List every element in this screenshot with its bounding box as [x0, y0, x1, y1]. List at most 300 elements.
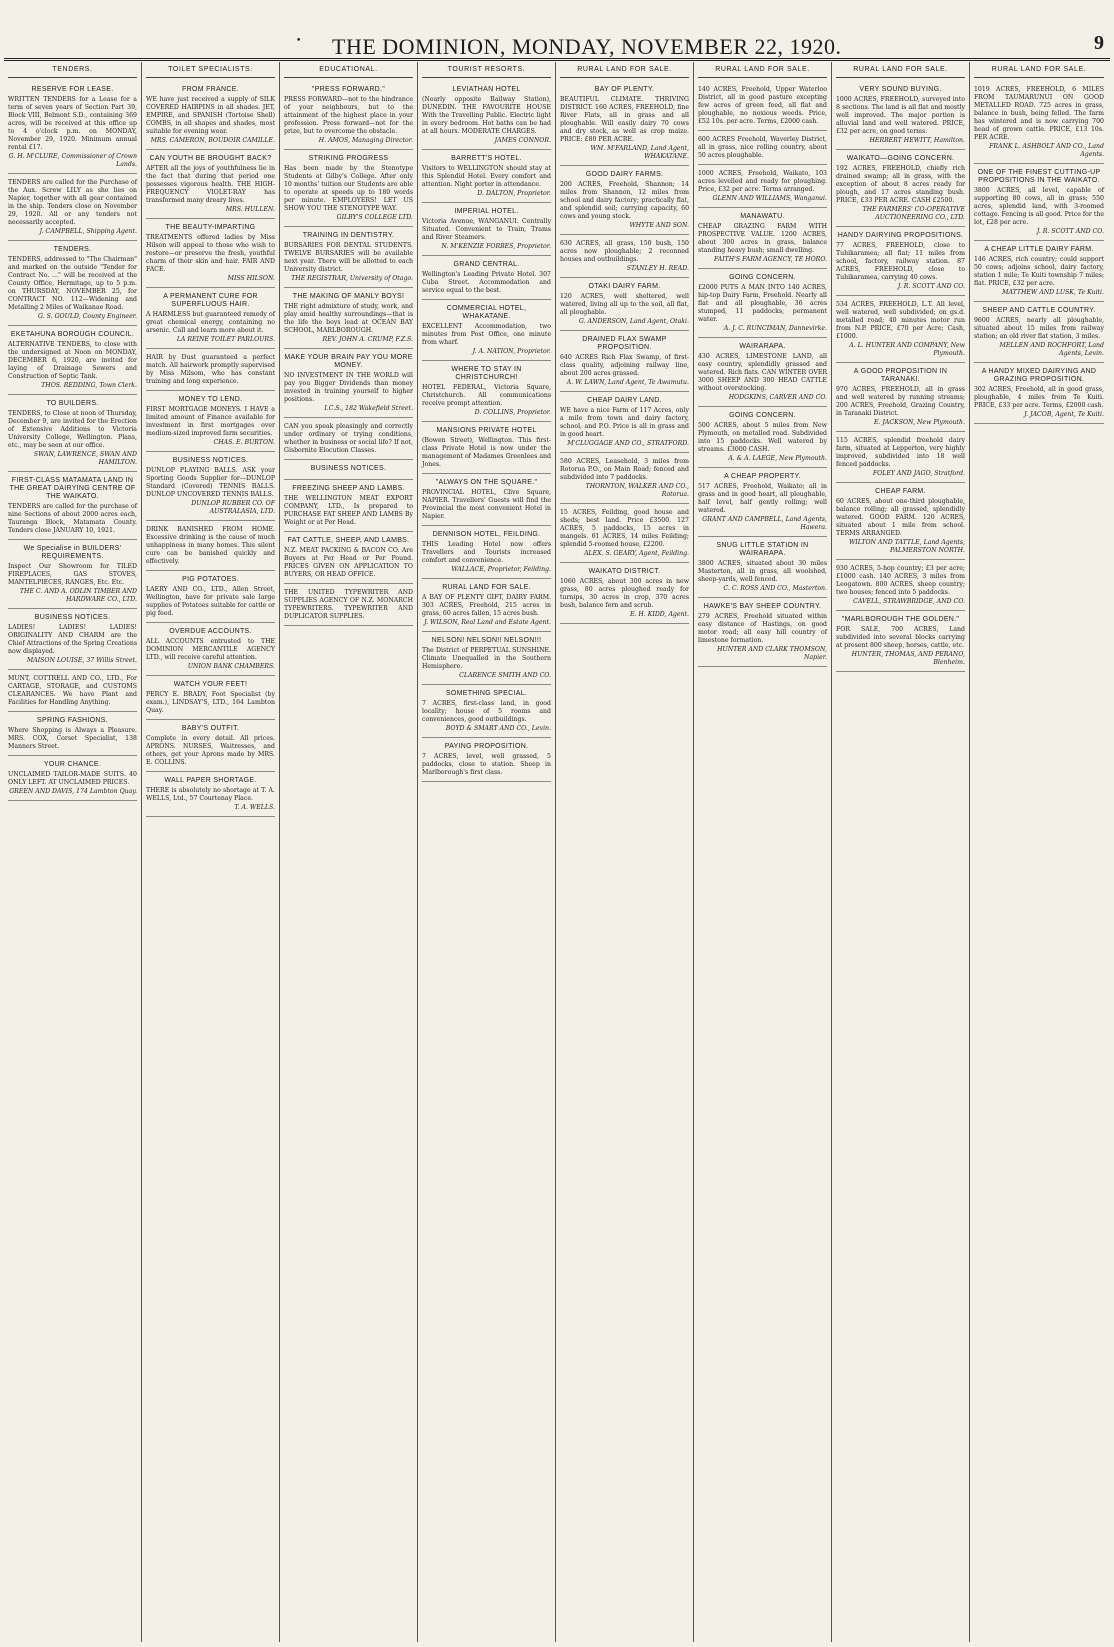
ad-signature: CAVELL, STRAWBRIDGE, AND CO. — [853, 598, 965, 605]
ad-signature: WILTON AND TATTLE, Land Agents, PALMERSTON NORTH. — [848, 539, 965, 554]
advertisement — [422, 258, 551, 300]
ad-body: 500 ACRES, about 5 miles from New Plymouth, on metalled road. Subdivided into 15 paddocks. Well watered by streams. £3000 CASH. — [698, 422, 827, 453]
ad-title: DRAINED FLAX SWAMP PROPOSITION. — [582, 336, 667, 351]
masthead — [0, 0, 1114, 62]
ad-signature: M'CLUGGAGE AND CO., STRATFORD. — [567, 440, 689, 447]
ad-signature: H. AMOS, Managing Director. — [318, 137, 413, 144]
ad-title: OTAKI DAIRY FARM. — [588, 283, 661, 290]
column-5 — [556, 62, 694, 1642]
ad-body: 534 ACRES, FREEHOLD, L.T. All level, well watered, well subdivided; on gs.d. metalled road; 40 minutes motor run from N.P. PRICE, £70 per Acre; Cash, £1000. — [836, 301, 965, 340]
page-title: THE DOMINION, MONDAY, NOVEMBER 22, 1920. — [332, 34, 842, 59]
advertisement — [146, 221, 275, 288]
ad-signature: J. CAMPBELL, Shipping Agent. — [39, 228, 137, 235]
ad-signature: CHAS. E. BURTON. — [213, 439, 275, 446]
column-3 — [280, 62, 418, 1642]
ad-title: COMMERCIAL HOTEL, WHAKATANE. — [446, 305, 527, 320]
ad-body: The District of PERPETUAL SUNSHINE. Climate Unequalled in the Southern Hemisphere. — [422, 647, 551, 670]
advertisement — [422, 634, 551, 685]
advertisement — [698, 271, 827, 338]
ad-signature: SWAN, LAWRENCE, SWAN AND HAMILTON. — [33, 451, 137, 466]
advertisement — [836, 83, 965, 150]
ad-signature: REV. JOHN A. CRUMP, F.Z.S. — [322, 336, 413, 343]
ad-title: WATCH YOUR FEET! — [173, 681, 248, 688]
ad-body: TENDERS are called for the Purchase of the Aux. Screw LILY as she lies on Napier, together with all gear contained in the ship. Tenders close on November 29, 1920. All or any tenders not necessarily accepted. — [8, 179, 137, 226]
ad-signature: FAITH'S FARM AGENCY, TE HORO. — [714, 256, 827, 263]
ad-title: TENDERS. — [53, 246, 92, 253]
ad-signature: J. R. SCOTT AND CO. — [897, 283, 965, 290]
ad-title: RURAL LAND FOR SALE. — [442, 584, 531, 591]
ad-signature: GREEN AND DAVIS, 174 Lambton Quay. — [9, 788, 137, 795]
advertisement — [284, 534, 413, 584]
ad-signature: FRANK L. ASHBOLT AND CO., Land Agents. — [989, 143, 1104, 158]
advertisement — [836, 365, 965, 432]
ad-body: THE WELLINGTON MEAT EXPORT COMPANY, LTD., Is prepared to PURCHASE FAT SHEEP AND LAMBS By Weight or at Per Head. — [284, 495, 413, 526]
ad-body: 1000 ACRES, Freehold, Waikato, 103 acres levelled and ready for ploughing. Price, £32 per acre. Terms arranged. — [698, 170, 827, 193]
ad-title: TRAINING IN DENTISTRY. — [302, 232, 395, 239]
ad-signature: G. H. M'CLURE, Commissioner of Crown Lands. — [8, 153, 137, 168]
ad-title: BABY'S OUTFIT. — [181, 725, 240, 732]
ad-title: MAKE YOUR BRAIN PAY YOU MORE MONEY. — [284, 354, 413, 369]
ad-title: STRIKING PROGRESS — [308, 155, 389, 162]
ad-body: Has been made by the Stenotype Students at Gilby's College. After only 10 months' tuition our Students are able to operate at speeds up to 180 words per minute. EMPLOYERS! LET US SHOW YOU THE STENOTYPE WAY. — [284, 165, 413, 212]
ad-signature: LA REINE TOILET PARLOURS. — [176, 336, 275, 343]
advertisement — [8, 672, 137, 712]
advertisement — [284, 229, 413, 288]
ad-body: A HARMLESS but guaranteed remedy of great chemical energy, containing no arsenic. Call and learn more about it. — [146, 311, 275, 334]
ad-body: 77 ACRES, FREEHOLD, close to Tuhikaramea; all flat; 11 miles from school, factory, railway station. 87 ACRES, FREEHOLD, close to Tuhikaramea, carrying 40 cows. — [836, 242, 965, 281]
ad-body: UNCLAIMED TAILOR-MADE SUITS. 40 ONLY LEFT. AT UNCLAIMED PRICES. — [8, 771, 137, 786]
ad-body: N.Z. MEAT PACKING & BACON CO. Are Buyers at Per Head or Per Pound. PRICES GIVEN ON APPLICATION TO BUYERS, OR HEAD OFFICE. — [284, 547, 413, 578]
ad-title: WAIRARAPA. — [739, 343, 786, 350]
ad-body: BURSARIES FOR DENTAL STUDENTS. TWELVE BURSARIES will be available next year. There will be allotted to each University district. — [284, 242, 413, 273]
ad-title: HAWKE'S BAY SHEEP COUNTRY. — [703, 603, 822, 610]
advertisement — [146, 573, 275, 623]
ad-body: Where Shopping is Always a Pleasure. MRS. COX, Corset Specialist, 138 Manners Street. — [8, 727, 137, 750]
ad-signature: MRS. HULLEN. — [225, 206, 275, 213]
column-heading: RURAL LAND FOR SALE. — [974, 66, 1104, 78]
advertisement — [422, 476, 551, 526]
ad-signature: J. A. NATION, Proprietor. — [472, 348, 551, 355]
advertisement — [698, 340, 827, 407]
ad-signature: GILBY'S COLLEGE LTD. — [336, 214, 413, 221]
ad-title: BUSINESS NOTICES. — [34, 614, 111, 621]
ad-body: HOTEL FEDERAL, Victoria Square, Christchurch. All communications receive prompt attention. — [422, 384, 551, 407]
advertisement — [146, 83, 275, 150]
masthead-rule — [4, 60, 1110, 61]
ad-title: WALL PAPER SHORTAGE. — [164, 777, 257, 784]
ad-signature: J. JACOB, Agent, Te Kuiti. — [1024, 411, 1104, 418]
column-4 — [418, 62, 556, 1642]
ad-title: FREEZING SHEEP AND LAMBS. — [292, 485, 405, 492]
advertisement — [8, 611, 137, 670]
ad-title: PIG POTATOES. — [182, 576, 239, 583]
advertisement — [698, 470, 827, 537]
ad-title: THE BEAUTY-IMPARTING — [165, 224, 256, 231]
ad-body: Victoria Avenue, WANGANUI. Centrally Situated. Convenient to Train, Trams and River Steamers. — [422, 218, 551, 241]
advertisement — [146, 722, 275, 772]
column-heading: TENDERS. — [8, 66, 137, 78]
ad-signature: MAISON LOUISE, 37 Willis Street. — [26, 657, 137, 664]
ad-signature: WM. M'FARLAND, Land Agent, WHAKATANE. — [590, 145, 689, 160]
ad-signature: A. W. LAWN, Land Agent, Te Awamutu. — [566, 379, 689, 386]
advertisement — [560, 565, 689, 624]
advertisement — [974, 304, 1104, 363]
advertisement — [836, 152, 965, 227]
ad-title: CHEAP DAIRY LAND. — [587, 397, 662, 404]
ad-body: LADIES! LADIES! LADIES! ORIGINALITY AND CHARM are the Chief Attractions of the Spring Creations now displayed. — [8, 624, 137, 655]
advertisement — [560, 333, 689, 392]
ad-signature: T. A. WELLS. — [234, 804, 275, 811]
ad-body: 200 ACRES, Freehold, Shannon; 14 miles from Shannon, 12 miles from school and dairy factory; practically flat, and splendid soil; carrying capacity, 60 cows and young stock. — [560, 181, 689, 220]
ad-body: BEAUTIFUL CLIMATE. THRIVING DISTRICT. 160 ACRES, FREEHOLD, fine River Flats, all in grass and all ploughable. Will easily dairy 70 cows and dry stock, as well as crop maize. PRICE: £80 PER ACRE. — [560, 96, 689, 143]
ad-signature: MISS HILSON. — [227, 275, 275, 282]
ornament-dot: • — [296, 36, 302, 46]
ad-body: A BAY OF PLENTY GIFT, DAIRY FARM. 303 ACRES, Freehold, 215 acres in grass, 60 acres fallen, 15 acres bush. — [422, 594, 551, 617]
ad-body: ALL ACCOUNTS entrusted to THE DOMINION MERCANTILE AGENCY LTD., will receive careful attention. — [146, 638, 275, 661]
column-6 — [694, 62, 832, 1642]
ad-signature: WALLACE, Proprietor, Feilding. — [451, 566, 551, 573]
ad-body: EXCELLENT Accommodation, two minutes from Post Office, one minute from wharf. — [422, 323, 551, 346]
ad-title: WAIKATO DISTRICT. — [588, 568, 661, 575]
advertisement — [422, 687, 551, 738]
advertisement — [698, 83, 827, 131]
ad-title: HANDY DAIRYING PROPOSITIONS. — [837, 232, 964, 239]
advertisement — [422, 205, 551, 256]
advertisement — [8, 83, 137, 174]
ad-signature: DUNLOP RUBBER CO. OF AUSTRALASIA, LTD. — [191, 500, 275, 515]
ad-title: MONEY TO LEND. — [178, 396, 243, 403]
advertisement — [974, 365, 1104, 424]
ad-body: 140 ACRES, Freehold, Upper Waterloo District, all in good pasture excepting few acres of green feed, all flat and ploughable, no noxious weeds. Price, £52 10s. per acre. Terms, £2000 cash. — [698, 86, 827, 125]
column-7 — [832, 62, 970, 1642]
advertisement — [698, 210, 827, 269]
masthead-rule — [4, 58, 1110, 59]
advertisement — [560, 455, 689, 504]
ad-body: AFTER all the joys of youthfulness lie in the fact that during that period one possesses vigorous health. THE HIGH-FREQUENCY VIOLET-RAY has transformed many dreary lives. — [146, 165, 275, 204]
advertisement — [422, 424, 551, 474]
ad-signature: E. H. KIDD, Agent. — [629, 611, 689, 618]
ad-body: PRESS FORWARD—not to the hindrance of your neighbours, but to the attainment of the highest place in your profession. Press forward—not for the prize, but to overcome the obstacle. — [284, 96, 413, 135]
ad-body: HAIR by Dust guaranteed a perfect match. All hairwork promptly supervised by Miss Milsom, who has constant training and long experience. — [146, 354, 275, 385]
advertisement — [284, 482, 413, 532]
ad-body: 302 ACRES, Freehold, all in good grass, ploughable, 4 miles from Te Kuiti. PRICE, £33 per acre. Terms, £2000 cash. — [974, 386, 1104, 409]
ad-title: GOOD DAIRY FARMS. — [585, 171, 664, 178]
ad-body: DRINK BANISHED FROM HOME. Excessive drinking is the cause of much unhappiness in many homes. This silent cure can be banished quickly and effectively. — [146, 526, 275, 565]
ad-body: 7 ACRES, level, well grassed, 5 paddocks, close to station. Sheep in Marlborough's first class. — [422, 753, 551, 776]
ad-title: TO BUILDERS. — [46, 400, 99, 407]
ad-title: CHEAP FARM. — [875, 488, 926, 495]
ad-body: WE have just received a supply of SILK COVERED HAIRPINS in all shades. JET, EMPIRE, and SPANISH (Tortoise Shell) COMBS, in all shapes and shades, most suitable for evening wear. — [146, 96, 275, 135]
advertisement — [836, 562, 965, 611]
advertisement — [422, 581, 551, 632]
ad-signature: I.C.S., 182 Wakefield Street. — [324, 405, 413, 412]
ad-title: PAYING PROPOSITION. — [444, 743, 529, 750]
ad-title: MANSIONS PRIVATE HOTEL — [436, 427, 537, 434]
advertisement — [8, 328, 137, 395]
ad-body: 15 ACRES, Feilding, good house and sheds; best land. Price £3500. 127 ACRES, 5 paddocks, 15 acres in mangels. 61 ACRES, 14 miles Feilding; splendid 5-roomed house, £2200. — [560, 509, 689, 548]
ad-title: BARRETT'S HOTEL. — [451, 155, 522, 162]
advertisement — [422, 528, 551, 579]
advertisement — [698, 167, 827, 208]
ad-signature: THOS. REDDING, Town Clerk. — [41, 382, 137, 389]
ad-body: 1060 ACRES, about 300 acres in new grass, 80 acres ploughed ready for turnips, 30 acres in crop, 370 acres bush, balance fern and scrub. — [560, 578, 689, 609]
ad-body: CAN you speak pleasingly and correctly under ordinary or trying conditions, whether in business or social life? If not, Gisbornite Elocution Classes. — [284, 423, 413, 454]
page-number: 9 — [1094, 32, 1104, 54]
advertisement — [836, 434, 965, 483]
advertisement — [146, 351, 275, 391]
ad-title: A PERMANENT CURE FOR SUPERFLUOUS HAIR. — [163, 293, 258, 308]
ad-body: 115 ACRES, splendid freehold dairy farm, situated at Lepperton, very highly improved, subdivided into 18 well fenced paddocks. — [836, 437, 965, 468]
ad-title: CAN YOUTH BE BROUGHT BACK? — [149, 155, 272, 162]
ad-title: OVERDUE ACCOUNTS. — [169, 628, 252, 635]
advertisement — [836, 298, 965, 363]
advertisement — [8, 176, 137, 241]
advertisement — [836, 485, 965, 560]
advertisement — [422, 83, 551, 150]
column-1 — [4, 62, 142, 1642]
ad-signature: HUNTER AND CLARK THOMSON, Napier. — [717, 646, 827, 661]
ad-title: NELSON! NELSON!! NELSON!!! — [431, 637, 542, 644]
advertisement — [560, 237, 689, 278]
ad-signature: A. J. C. RUNCIMAN, Dannevirke. — [723, 325, 827, 332]
ad-body: TENDERS, addressed to "The Chairman" and marked on the outside "Tender for Contract No. ..." will be received at the County Office, Hermitage, up to 5 p.m. on THURSDAY, NOVEMBER 25, for CONTRACT NO. 112—Widening and Metalling 2 Miles of Waikanae Road. — [8, 256, 137, 311]
ad-title: BUSINESS NOTICES. — [310, 465, 387, 472]
column-2 — [142, 62, 280, 1642]
ad-signature: JAMES CONNOR. — [494, 137, 551, 144]
ad-body: 120 ACRES, well sheltered, well watered, living all up to the soil, all flat, all ploughable. — [560, 293, 689, 316]
ad-title: THE MAKING OF MANLY BOYS! — [292, 293, 405, 300]
ad-signature: THE C. AND A. ODLIN TIMBER AND HARDWARE CO., LTD. — [19, 588, 137, 603]
ad-body: TENDERS are called for the purchase of nine Sections of about 2000 acres each, Tauranga Block, Matamata County. Tenders close JANUARY 10, 1921. — [8, 503, 137, 534]
ad-title: We Specialise in BUILDERS' REQUIREMENTS. — [23, 545, 122, 560]
ad-body: TENDERS, to Close at noon of Thursday, December 9, are invited for the Erection of Extensive Additions to Victoria University College, Wellington. Plans, etc., may be seen at our office. — [8, 410, 137, 449]
ad-signature: HODGKINS, CARVER AND CO. — [728, 394, 827, 401]
advertisement — [974, 243, 1104, 302]
ad-body: MUNT, COTTRELL AND CO., LTD., For CARTAGE, STORAGE, and CUSTOMS CLEARANCES. We have Plant and Facilities for Handling Anything. — [8, 675, 137, 706]
ad-title: A HANDY MIXED DAIRYING AND GRAZING PROPOSITION. — [981, 368, 1097, 383]
advertisement — [146, 152, 275, 219]
ad-signature: G. ANDERSON, Land Agent, Otaki. — [578, 318, 689, 325]
advertisement — [284, 152, 413, 227]
ad-body: PERCY E. BRADY, Foot Specialist (by exam.), LINDSAY'S, LTD., 164 Lambton Quay. — [146, 691, 275, 714]
ad-body: 192 ACRES, FREEHOLD, chiefly rich drained swamp; all in grass, with the exception of about 8 acres ready for plough, and 17 acres standing bush. PRICE, £33 PER ACRE. CASH £2500. — [836, 165, 965, 204]
ad-body: 146 ACRES, rich country; could support 50 cows; adjoins school, dairy factory, station 1 mile; Te Kuiti township 7 miles; flat. PRICE, £32 per acre. — [974, 256, 1104, 287]
ad-signature: J. R. SCOTT AND CO. — [1036, 228, 1104, 235]
ad-body: FIRST MORTGAGE MONEYS. I HAVE a limited amount of Finance available for investment in first mortgages over medium-sized improved farm securities. — [146, 406, 275, 437]
ad-body: 430 ACRES, LIMESTONE LAND, all easy country, splendidly grassed and watered. Rich flats. CAN WINTER OVER 3000 SHEEP AND 300 HEAD CATTLE without overstocking. — [698, 353, 827, 392]
ad-body: NO INVESTMENT IN THE WORLD will pay you Bigger Dividends than money invested in training yourself to higher positions. — [284, 372, 413, 403]
ad-title: A CHEAP LITTLE DAIRY FARM. — [984, 246, 1094, 253]
advertisement — [146, 393, 275, 452]
ad-body: 580 ACRES, Leasehold, 3 miles from Rotorua P.O., on Main Road; fenced and subdivided into 7 paddocks. — [560, 458, 689, 481]
advertisement — [560, 83, 689, 166]
ad-signature: HUNTER, THOMAS, AND PERANO, Blenheim. — [851, 651, 965, 666]
ad-title: RESERVE FOR LEASE. — [31, 86, 114, 93]
ad-body: WRITTEN TENDERS for a Lease for a term of seven years of Section Part 39, Block VIII, Belmont S.D., containing 369 acres, will be received at this office up to 4 o'clock p.m. on MONDAY, November 29, 1920. Minimum annual rental £17. — [8, 96, 137, 151]
ad-signature: THE FARMERS' CO-OPERATIVE AUCTIONEERING CO., LTD. — [862, 206, 965, 221]
column-heading: EDUCATIONAL. — [284, 66, 413, 78]
ad-title: DENNISON HOTEL, FEILDING. — [432, 531, 541, 538]
advertisement — [146, 290, 275, 349]
ad-signature: A. L. HUNTER AND COMPANY, New Plymouth. — [849, 342, 965, 357]
advertisement — [8, 758, 137, 801]
column-heading: TOURIST RESORTS. — [422, 66, 551, 78]
ad-title: "PRESS FORWARD." — [311, 86, 386, 93]
advertisement — [146, 523, 275, 571]
ad-body: (Nearly opposite Railway Station), DUNEDIN. THE FAVOURITE HOUSE With the Travelling Public. Electric light in every bedroom. Hot baths can be had at all hours. MODERATE CHARGES. — [422, 96, 551, 135]
advertisement — [560, 168, 689, 235]
ad-title: BAY OF PLENTY. — [594, 86, 655, 93]
ad-body: 3800 ACRES, all level, capable of supporting 80 cows, all in grass; 550 acres, splendid land, with 3-roomed cottage. Fencing is all good. Price for the lot, £28 per acre. — [974, 187, 1104, 226]
ad-body: THE UNITED TYPEWRITER AND SUPPLIES AGENCY OF N.Z. MONARCH TYPEWRITERS. TYPEWRITER AND DUPLICATOR SUPPLIES. — [284, 589, 413, 620]
advertisement — [284, 351, 413, 418]
advertisement — [560, 394, 689, 453]
advertisement — [422, 363, 551, 422]
ad-title: SHEEP AND CATTLE COUNTRY. — [982, 307, 1096, 314]
ad-signature: GRANT AND CAMPBELL, Land Agents, Hawera. — [702, 516, 827, 531]
ad-title: WAIKATO—GOING CONCERN. — [846, 155, 955, 162]
ad-body: 1000 ACRES, FREEHOLD, surveyed into 8 sections. The land is all flat and mostly well improved. The major portion is alluvial land and well watered. PRICE, £32 per acre, on good terms. — [836, 96, 965, 135]
advertisement — [146, 774, 275, 817]
ad-signature: MRS. CAMERON, BOUDOIR CAMILLE. — [150, 137, 275, 144]
ad-body: Complete in every detail. All prices. APRONS. NURSES, Waitresses, and others, get your Aprons made by MRS. E. COLLINS. — [146, 735, 275, 766]
ad-title: LEVIATHAN HOTEL — [452, 86, 521, 93]
ad-signature: G. S. GOULD, County Engineer. — [38, 313, 137, 320]
ad-body: 517 ACRES, Freehold, Waikato; all in grass and in good heart, all ploughable, half level, half gently rolling; well watered. — [698, 483, 827, 514]
ad-title: YOUR CHANCE. — [43, 761, 102, 768]
ad-body: CHEAP GRAZING FARM WITH PROSPECTIVE VALUE. 1200 ACRES, about 300 acres in grass, balance standing heavy bush; small dwelling. — [698, 223, 827, 254]
ad-title: WHERE TO STAY IN CHRISTCHURCH! — [451, 366, 522, 381]
ad-body: FOR SALE, 700 ACRES, Land subdivided into several blocks carrying at present 800 sheep, horses, cattle, etc. — [836, 626, 965, 649]
ad-signature: UNION BANK CHAMBERS. — [187, 663, 275, 670]
advertisement — [284, 586, 413, 626]
ad-body: THIS Leading Hotel now offers Travellers and Tourists increased comfort and convenience. — [422, 541, 551, 564]
ad-signature: BOYD & SMART AND CO., Levin. — [445, 725, 551, 732]
ad-title: EKETAHUNA BOROUGH COUNCIL. — [10, 331, 135, 338]
advertisement — [422, 302, 551, 361]
ad-signature: J. WILSON, Real Land and Estate Agent. — [424, 619, 551, 626]
ad-signature: D. DALTON, Proprietor. — [477, 190, 551, 197]
ad-title: FIRST-CLASS MATAMATA LAND IN THE GREAT DAIRYING CENTRE OF THE WAIKATO. — [9, 477, 136, 500]
advertisement — [146, 678, 275, 720]
ad-body: DUNLOP PLAYING BALLS. ASK your Sporting Goods Supplier for—DUNLOP Standard (Covered) TENNIS BALLS. DUNLOP UNCOVERED TENNIS BALLS. — [146, 467, 275, 498]
ad-title: GOING CONCERN. — [729, 412, 796, 419]
ad-signature: N. M'KENZIE FORBES, Proprietor. — [441, 243, 551, 250]
ad-body: LAERY AND CO., LTD., Allen Street, Wellington, have for private sale large supplies of Potatoes suitable for cattle or pig feed. — [146, 586, 275, 617]
advertisement — [836, 229, 965, 296]
ad-signature: WHYTE AND SON. — [629, 222, 689, 229]
column-heading: RURAL LAND FOR SALE. — [698, 66, 827, 78]
ad-body: 9600 ACRES, nearly all ploughable, situated about 15 miles from railway station; an old river flat station, 3 miles. — [974, 317, 1104, 340]
advertisement — [422, 152, 551, 203]
column-heading: RURAL LAND FOR SALE. — [836, 66, 965, 78]
advertisement — [836, 613, 965, 672]
advertisement — [8, 397, 137, 472]
ad-title: FAT CATTLE, SHEEP, AND LAMBS. — [287, 537, 410, 544]
ad-body: 60 ACRES, about one-third ploughable, balance rolling; all grassed, splendidly watered. GOOD FARM. 120 ACRES, situated about 1 mile from school. TERMS ARRANGED. — [836, 498, 965, 537]
ad-title: FROM FRANCE. — [182, 86, 239, 93]
ad-signature: CLARENCE SMITH AND CO. — [459, 672, 551, 679]
advertisement — [422, 740, 551, 782]
ad-body: PROVINCIAL HOTEL, Clive Square, NAPIER. Travellers' Guests will find the Provincial the most convenient Hotel in Napier. — [422, 489, 551, 520]
ad-body: 279 ACRES, Freehold situated within easy distance of Hastings, on good motor road; all easy hill country of limestone formation. — [698, 613, 827, 644]
ad-signature: MELLEN AND ROCHFORT, Land Agents, Levin. — [999, 342, 1104, 357]
advertisement — [284, 83, 413, 150]
advertisement — [698, 539, 827, 598]
ad-signature: MATTHEW AND LUSK, Te Kuiti. — [1002, 289, 1104, 296]
advertisement — [974, 166, 1104, 241]
ad-body: 1019 ACRES, FREEHOLD, 6 MILES FROM TAUMARUNUI ON GOOD METALLED ROAD. 725 acres in grass, balance in bush, being felled. The farm has wintered and is now carrying 700 head of grown cattle. PRICE, £13 10s. PER ACRE. — [974, 86, 1104, 141]
advertisement — [284, 290, 413, 349]
ad-signature: FOLEY AND JAGO, Stratford. — [872, 470, 965, 477]
advertisement — [698, 600, 827, 667]
ad-body: 3800 ACRES, situated about 30 miles Masterton, all in grass, all woolshed, sheep-yards, well fenced. — [698, 560, 827, 583]
ad-signature: THORNTON, WALKER AND CO., Rotorua. — [585, 483, 689, 498]
ad-body: TREATMENTS offered ladies by Miss Hilson will appeal to those who wish to restore—or preserve the fresh, youthful charm of their skin and hair. FAIR AND FACE. — [146, 234, 275, 273]
column-heading: RURAL LAND FOR SALE. — [560, 66, 689, 78]
ad-signature: C. C. ROSS AND CO., Masterton. — [723, 585, 827, 592]
ad-signature: A. & A. LAEGE, New Plymouth. — [728, 455, 827, 462]
advertisement — [8, 714, 137, 756]
advertisement — [284, 420, 413, 460]
ad-title: SNUG LITTLE STATION IN WAIRARAPA. — [716, 542, 809, 557]
advertisement — [8, 243, 137, 326]
ad-signature: E. JACKSON, New Plymouth. — [873, 419, 965, 426]
advertisement — [146, 454, 275, 521]
ad-title: A CHEAP PROPERTY. — [724, 473, 801, 480]
advertisement — [698, 409, 827, 468]
ad-body: Wellington's Leading Private Hotel. 307 Cuba Street. Accommodation and service equal to the best. — [422, 271, 551, 294]
ad-body: Visitors to WELLINGTON should stay at this Splendid Hotel. Every comfort and attention. Night porter in attendance. — [422, 165, 551, 188]
ad-title: MANAWATU. — [740, 213, 785, 220]
advertisement — [8, 474, 137, 540]
ad-body: 930 ACRES, 5-hop country; £3 per acre; £1000 cash. 140 ACRES, 3 miles from Leogatown. 800 ACRES, sheep country; two houses; fenced into 5 paddocks. — [836, 565, 965, 596]
ad-signature: THE REGISTRAR, University of Otago. — [291, 275, 413, 282]
ad-body: 600 ACRES Freehold, Waverley District, all in grass, nice rolling country, about 50 acres ploughable. — [698, 136, 827, 159]
ad-title: IMPERIAL HOTEL. — [454, 208, 519, 215]
ad-body: Inspect Our Showroom for TILED FIREPLACES, GAS STOVES, MANTELPIECES, RANGES, Etc. Etc. — [8, 563, 137, 586]
ad-body: 630 ACRES, all grass, 150 bush, 150 acres now ploughable; 2 reconned houses and outbuildings. — [560, 240, 689, 263]
ad-title: A GOOD PROPOSITION IN TARANAKI. — [853, 368, 948, 383]
advertisement — [146, 625, 275, 676]
ad-body: (Bowen Street), Wellington. This first-class Private Hotel is now under the management of Madames Greenlees and Jones. — [422, 437, 551, 468]
ad-body: THE right admixture of study, work, and play amid healthy surroundings—that is the life the boys lead at OCEAN BAY SCHOOL, MARLBOROUGH. — [284, 303, 413, 334]
advertisement — [284, 462, 413, 480]
ad-title: BUSINESS NOTICES. — [172, 457, 249, 464]
ad-signature: STANLEY H. READ. — [626, 265, 689, 272]
ad-body: THERE is absolutely no shortage at T. A. WELLS, Ltd., 57 Courtenay Place. — [146, 787, 275, 802]
ad-signature: HERBERT HEWITT, Hamilton. — [869, 137, 965, 144]
ad-body: 7 ACRES, first-class land, in good locality; house of 5 rooms and conveniences, good outbuildings. — [422, 700, 551, 723]
advertisement — [560, 280, 689, 331]
ad-body: £2000 PUTS A MAN INTO 140 ACRES, hip-top Dairy Farm, Freehold. Nearly all flat and all ploughable, 36 acres stumped, 11 paddocks, permanent water. — [698, 284, 827, 323]
ad-title: VERY SOUND BUYING. — [859, 86, 942, 93]
ad-title: GRAND CENTRAL. — [453, 261, 520, 268]
ad-signature: D. COLLINS, Proprietor. — [474, 409, 551, 416]
advertisement — [974, 83, 1104, 164]
ad-title: SOMETHING SPECIAL. — [445, 690, 528, 697]
ad-body: ALTERNATIVE TENDERS, to close with the undersigned at Noon on MONDAY, DECEMBER 6, 1920, are invited for laying of Drainage Sewers and Construction of Septic Tank. — [8, 341, 137, 380]
ad-title: ONE OF THE FINEST CUTTING-UP PROPOSITIONS IN THE WAIKATO. — [977, 169, 1101, 184]
advertisement — [698, 133, 827, 165]
ad-title: "ALWAYS ON THE SQUARE." — [435, 479, 538, 486]
ad-title: GOING CONCERN. — [729, 274, 796, 281]
advertisement — [8, 542, 137, 609]
ad-body: WE have a nice Farm of 117 Acres, only a mile from town and dairy factory, school, and P.O. Price is all in grass and in good heart. — [560, 407, 689, 438]
ad-title: "MARLBOROUGH THE GOLDEN." — [841, 616, 960, 623]
ad-signature: ALEX. S. GEARY, Agent, Feilding. — [584, 550, 689, 557]
advertisement — [560, 506, 689, 563]
